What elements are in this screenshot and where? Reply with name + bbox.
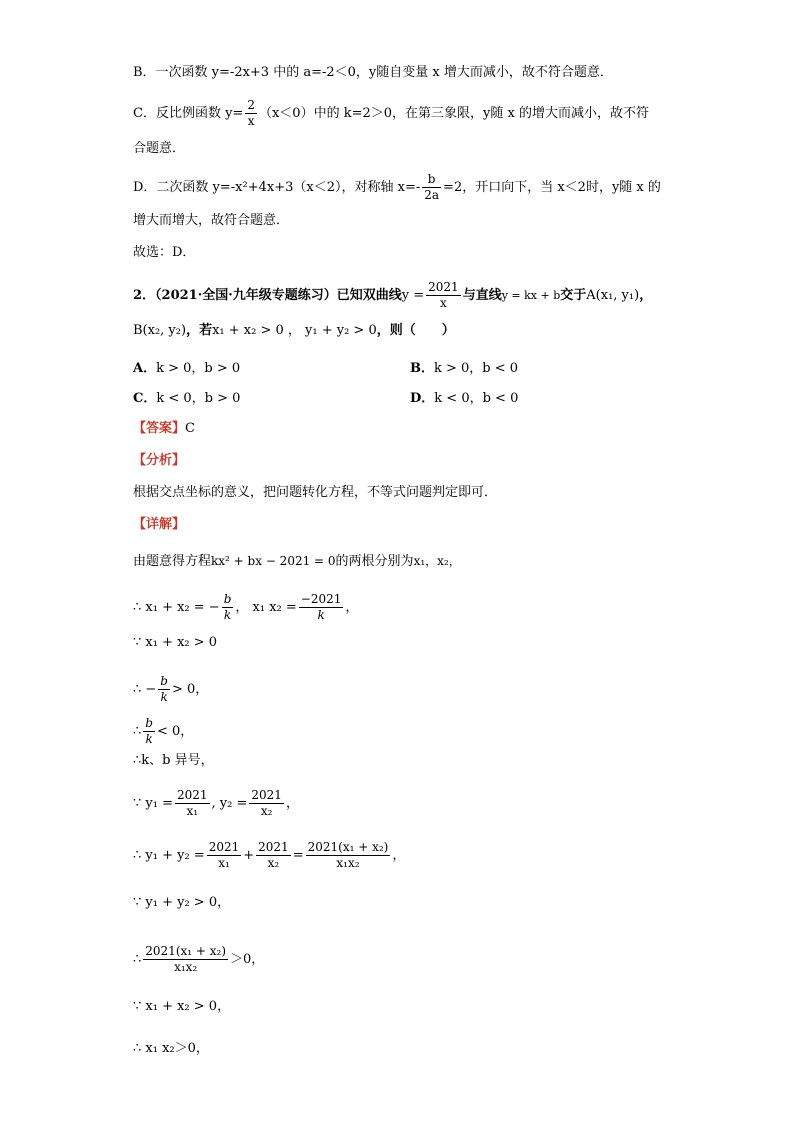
math-roots: x₁，x₂，: [413, 554, 461, 568]
prev-option-d-line1: [133, 172, 661, 203]
option-d[interactable]: D．k < 0，b < 0: [410, 391, 519, 406]
option-c[interactable]: C．k < 0，b > 0: [133, 391, 241, 406]
option-b[interactable]: B．k > 0，b < 0: [410, 361, 519, 376]
answer-value: C: [185, 421, 195, 436]
math-quadratic: kx² + bx − 2021 = 0: [211, 554, 336, 568]
prev-option-c-line1: [133, 98, 649, 129]
option-c-value: k < 0，b > 0: [156, 391, 241, 406]
question-2-then: ，则（ ）: [376, 323, 455, 338]
prev-option-c-text-rest: （x＜0）中的 k=2＞0，在第三象限，y随 x 的增大而减小，故不符: [258, 106, 649, 121]
prev-option-c-text: C．反比例函数 y=: [133, 106, 244, 121]
fraction-2021-over-x1-b: $\frac{2021}{\text{x₁}}$: [208, 840, 240, 870]
fraction-2-over-x: $\frac{2}{x}$: [247, 98, 255, 128]
detail-line-1: 由题意得方程kx² + bx − 2021 = 0的两根分别为x₁，x₂，: [133, 554, 461, 569]
detail-line-11: ∵ x₁ + x₂ > 0，: [133, 999, 231, 1014]
fraction-b-over-k: $\frac{b}{k}$: [223, 592, 232, 622]
prev-option-b: B．一次函数 y=-2x+3 中的 a=-2＜0，y随自变量 x 增大而减小，故不符合题意．: [133, 65, 613, 80]
prev-option-d-line2: 增大而增大，故符合题意．: [133, 213, 290, 228]
math-cond-x: x₁ + x₂ > 0: [212, 323, 284, 338]
prev-choice: 故选：D．: [133, 245, 196, 260]
option-d-value: k < 0，b < 0: [434, 391, 519, 406]
fraction-2021-sum-over-product-2: $\frac{\text{2021(x₁ + x₂)}}{\text{x₁x₂}}$: [145, 944, 227, 974]
prev-option-c-line2: 合题意．: [133, 141, 186, 156]
prev-option-d-text: D．二次函数 y=-x²+4x+3（x＜2），对称轴 x=-: [133, 180, 421, 195]
analysis-text: 根据交点坐标的意义，把问题转化方程，不等式问题判定即可．: [133, 485, 498, 500]
detail-line-3: ∵ x₁ + x₂ > 0: [133, 635, 218, 650]
math-cond-y: y₁ + y₂ > 0: [305, 323, 377, 338]
detail-line-4: ∴ − $\frac{b}{k}$ > 0，: [133, 674, 209, 704]
math-point-b: B(x₂, y₂): [133, 323, 187, 338]
fraction-2021-over-x2-b: $\frac{2021}{\text{x₂}}$: [258, 840, 289, 870]
detail-line-12: ∴ x₁ x₂＞0，: [133, 1041, 209, 1056]
fraction-2021-sum-over-product: $\frac{\text{2021(x₁ + x₂)}}{\text{x₁x₂}}$: [307, 840, 389, 870]
fraction-2021-over-x: $\frac{2021}{x}$: [428, 280, 459, 310]
detail-line-6: ∴k、b 异号，: [133, 753, 214, 768]
analysis-tag: 【分析】: [133, 453, 186, 468]
detail-line-5: ∴ $\frac{b}{k}$ < 0，: [133, 716, 194, 746]
question-2-if: ，若: [186, 323, 213, 338]
detail-line-7: ∵ y₁ = $\frac{2021}{\text{x₁}}$ , y₂ = $\frac{2021}{\text{x₂}}$ ，: [133, 788, 299, 818]
question-2-source: 2．（2021·全国·九年级专题练习）已知双曲线: [133, 288, 402, 303]
question-2-stem: 2．（2021·全国·九年级专题练习）已知双曲线y = $\frac{2021}{x}$ 与直线y = kx + b交于A(x₁, y₁)，: [133, 280, 653, 310]
option-b-value: k > 0，b < 0: [434, 361, 519, 376]
fraction-2021-over-x2: $\frac{2021}{\text{x₂}}$: [251, 788, 282, 818]
math-point-a: A(x₁, y₁): [586, 288, 640, 303]
detail-line-9: ∵ y₁ + y₂ > 0，: [133, 895, 231, 910]
option-a[interactable]: A．k > 0，b > 0: [133, 361, 241, 376]
answer-tag: 【答案】: [133, 421, 186, 436]
detail-line-2: ∴ x₁ + x₂ = − $\frac{b}{k}$ ， x₁ x₂ = $\frac{-2021}{k}$ ，: [133, 592, 359, 622]
question-2-stem-line2: B(x₂, y₂)，若x₁ + x₂ > 0 ， y₁ + y₂ > 0，则（ ）: [133, 323, 455, 338]
fraction-neg2021-over-k: $\frac{-2021}{k}$: [300, 592, 342, 622]
detail-line-8: ∴ y₁ + y₂ = $\frac{2021}{\text{x₁}}$ + $\frac{2021}{\text{x₂}}$ = $\frac{\text{2021(x₁ + x₂)}}{\text{x₁x₂}}$ ，: [133, 840, 406, 870]
option-a-value: k > 0，b > 0: [156, 361, 241, 376]
question-2-intersect: 交于: [560, 288, 587, 303]
fraction-b-over-k-2: $\frac{b}{k}$: [160, 674, 168, 704]
fraction-2021-over-x1: $\frac{2021}{\text{x₁}}$: [176, 788, 208, 818]
question-2-and-line: 与直线: [462, 288, 502, 303]
fraction-b-over-2a: $\frac{b}{2a}$: [424, 172, 440, 202]
answer-line: [133, 420, 195, 438]
prev-option-d-text-rest: =2，开口向下，当 x＜2时，y随 x 的: [443, 180, 661, 195]
math-y-eq: y =: [401, 288, 425, 303]
math-line-eq: y = kx + b: [501, 289, 561, 302]
detail-line-10: ∴ $\frac{\text{2021(x₁ + x₂)}}{\text{x₁x₂}}$ ＞0，: [133, 944, 265, 974]
fraction-b-over-k-3: $\frac{b}{k}$: [145, 716, 153, 746]
detail-tag: 【详解】: [133, 517, 186, 532]
